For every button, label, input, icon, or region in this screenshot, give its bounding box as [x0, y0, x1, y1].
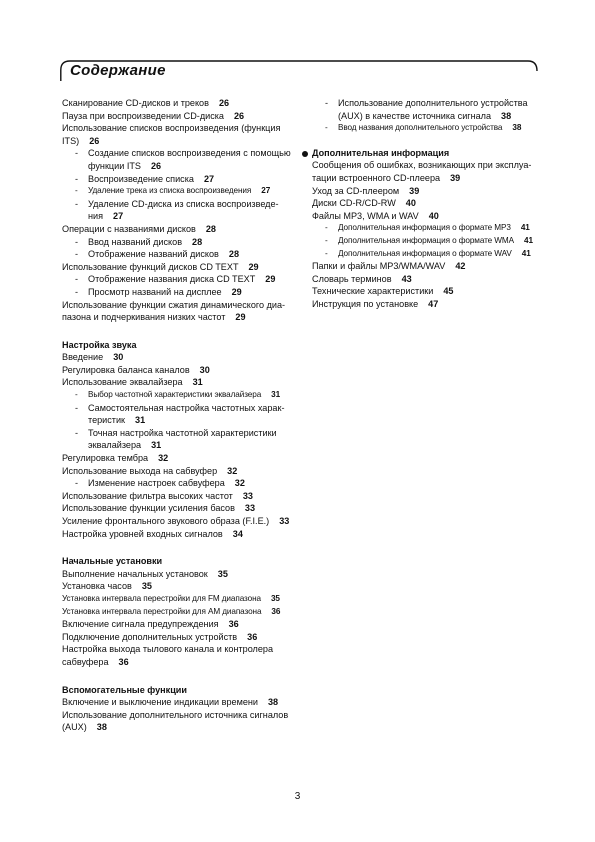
page-ref: 47	[428, 298, 439, 309]
toc-subentry[interactable]	[62, 236, 294, 249]
entry-text: Введение	[62, 352, 104, 363]
entry-text: Просмотр названий на дисплее	[88, 286, 222, 297]
entry-text: Регулировка баланса каналов	[62, 364, 190, 375]
toc-entry[interactable]	[62, 606, 294, 619]
section-title: Начальные установки	[62, 556, 163, 567]
entry-text: Дополнительная информация о формате MP3	[338, 223, 511, 233]
entry-text: Самостоятельная настройка частотных характеристик	[88, 402, 285, 426]
page-ref: 33	[244, 503, 256, 514]
entry-text: Установка часов	[62, 581, 132, 592]
entry-text: Инструкция по установке	[312, 298, 419, 309]
page-ref: 27	[113, 211, 124, 222]
entry-text: Использование функций дисков CD TEXT	[62, 261, 239, 272]
page-ref: 32	[227, 465, 238, 476]
toc-entry[interactable]	[62, 376, 294, 389]
dash-icon: -	[75, 286, 79, 297]
entry-text: Использование фильтра высоких частот	[62, 490, 233, 501]
entry-text: Включение и выключение индикации времени	[62, 697, 258, 708]
page-ref: 35	[217, 568, 228, 579]
page-ref: 33	[242, 490, 253, 501]
toc-subentry[interactable]	[312, 222, 544, 235]
page-ref: 41	[521, 248, 531, 258]
toc-subentry[interactable]	[62, 286, 294, 299]
page-ref: 27	[261, 186, 271, 196]
toc-entry[interactable]	[62, 631, 294, 644]
toc-subentry[interactable]	[312, 235, 544, 248]
entry-text: Папки и файлы MP3/WMA/WAV	[312, 261, 446, 272]
page-ref: 39	[450, 172, 461, 183]
toc-subentry[interactable]	[312, 122, 544, 135]
dash-icon: -	[75, 236, 79, 247]
toc-entry[interactable]	[62, 261, 294, 274]
page-number: 3	[294, 791, 301, 802]
toc-entry[interactable]	[62, 351, 294, 364]
toc-left-column	[62, 97, 294, 734]
page-ref: 28	[205, 223, 216, 234]
page-ref: 29	[231, 286, 242, 297]
page-ref: 33	[279, 516, 290, 526]
toc-subentry[interactable]	[62, 402, 294, 427]
page-ref: 30	[199, 364, 210, 375]
toc-subentry[interactable]	[62, 198, 294, 223]
bullet-icon	[302, 151, 308, 157]
toc-entry[interactable]	[312, 273, 544, 286]
entry-text: Ввод названий дисков	[88, 236, 183, 247]
entry-text: Включение сигнала предупреждения	[62, 619, 219, 630]
toc-entry[interactable]	[312, 159, 544, 184]
toc-entry[interactable]	[62, 490, 294, 503]
dash-icon: -	[75, 148, 79, 159]
toc-entry[interactable]	[62, 528, 294, 541]
entry-text: Отображение названия диска CD TEXT	[88, 274, 256, 285]
toc-entry[interactable]	[62, 515, 294, 528]
toc-subentry[interactable]	[62, 273, 294, 286]
section-title	[312, 147, 544, 160]
entry-text: Использование функции усиления басов	[62, 503, 235, 514]
page-ref: 29	[248, 261, 259, 272]
entry-text: Установка интервала перестройки для AM диапазона	[62, 606, 262, 616]
toc-subentry[interactable]	[62, 427, 294, 452]
toc-entry[interactable]	[62, 696, 294, 709]
dash-icon: -	[75, 390, 78, 400]
toc-subentry[interactable]	[62, 389, 294, 402]
dash-icon: -	[325, 223, 328, 233]
entry-text: Точная настройка частотной характеристики эквалайзера	[88, 427, 277, 451]
dash-icon: -	[75, 198, 79, 209]
toc-subentry[interactable]	[312, 97, 544, 122]
entry-text: Диски CD-R/CD-RW	[312, 198, 396, 209]
entry-text: Изменение настроек сабвуфера	[88, 478, 225, 489]
page-ref: 31	[135, 415, 146, 426]
dash-icon: -	[75, 274, 79, 285]
page-ref: 42	[455, 261, 466, 272]
toc-entry[interactable]	[62, 568, 294, 581]
page-ref: 39	[409, 185, 420, 196]
page-ref: 36	[228, 619, 239, 630]
page-ref: 36	[247, 631, 258, 642]
section-header	[60, 60, 538, 82]
entry-text: Использование выхода на сабвуфер	[62, 465, 218, 476]
entry-text: Технические характеристики	[312, 286, 434, 297]
page-ref: 34	[232, 528, 243, 539]
page-ref: 43	[401, 273, 412, 284]
entry-text: Операции с названиями дисков	[62, 223, 196, 234]
entry-text: Файлы MP3, WMA и WAV	[312, 210, 419, 221]
page-ref: 26	[234, 110, 245, 121]
entry-text: Создание списков воспроизведения с помощью функции ITS	[88, 148, 291, 171]
toc-entry[interactable]	[62, 618, 294, 631]
page-ref: 41	[524, 235, 533, 245]
toc-entry[interactable]	[312, 185, 544, 198]
dash-icon: -	[75, 402, 79, 413]
entry-text: Ввод названия дополнительного устройства	[338, 123, 503, 133]
page-ref: 32	[234, 478, 245, 489]
toc-subentry[interactable]	[62, 173, 294, 186]
entry-text: Удаление трека из списка воспроизведения	[88, 186, 252, 196]
dash-icon: -	[75, 186, 78, 196]
page-ref: 38	[501, 110, 512, 121]
entry-text: Выбор частотной характеристики эквалайзера	[88, 390, 262, 400]
page-ref: 31	[151, 440, 162, 451]
toc-entry[interactable]	[62, 97, 294, 110]
dash-icon: -	[325, 248, 328, 258]
entry-text: Настройка выхода тылового канала и контролера сабвуфера	[62, 644, 274, 667]
dash-icon: -	[75, 478, 79, 489]
dash-icon: -	[325, 98, 329, 108]
entry-text: Дополнительная информация о формате WAV	[338, 248, 512, 258]
page-ref: 26	[89, 135, 100, 146]
page-ref: 40	[405, 198, 416, 209]
page-ref: 38	[96, 722, 107, 733]
toc-entry[interactable]	[62, 465, 294, 478]
toc-entry[interactable]	[62, 452, 294, 465]
page-ref: 35	[270, 593, 280, 603]
toc-right-column	[312, 97, 544, 311]
page-ref: 28	[228, 249, 240, 260]
toc-entry[interactable]	[62, 709, 294, 734]
toc-entry[interactable]	[312, 285, 544, 298]
toc-entry[interactable]	[312, 210, 544, 223]
toc-subentry[interactable]	[312, 248, 544, 261]
entry-text: Использование функции сжатия динамического диапазона и подчеркивания низких частот	[62, 299, 286, 323]
entry-text: Настройка уровней входных сигналов	[62, 528, 223, 539]
dash-icon: -	[325, 235, 328, 245]
entry-text: Выполнение начальных установок	[62, 568, 208, 579]
entry-text: Отображение названий дисков	[88, 249, 219, 260]
toc-entry[interactable]	[62, 502, 294, 515]
entry-text: Воспроизведение списка	[88, 173, 194, 184]
page-ref: 27	[203, 173, 215, 184]
toc-entry[interactable]	[312, 298, 544, 311]
toc-entry[interactable]	[62, 223, 294, 236]
page-title: Содержание	[70, 62, 166, 79]
page-ref: 35	[141, 581, 152, 592]
page-ref: 29	[265, 274, 276, 285]
toc-subentry[interactable]	[62, 147, 294, 172]
toc-entry[interactable]	[62, 593, 294, 606]
entry-text: Сканирование CD-дисков и треков	[62, 98, 209, 108]
toc-entry[interactable]	[62, 364, 294, 377]
toc-entry[interactable]	[62, 122, 294, 147]
toc-entry[interactable]	[62, 580, 294, 593]
entry-text: Регулировка тембра	[62, 453, 149, 464]
page-ref: 36	[118, 656, 129, 667]
page-ref: 36	[271, 606, 281, 616]
spacer	[312, 135, 544, 147]
entry-text: Подключение дополнительных устройств	[62, 631, 238, 642]
dash-icon: -	[325, 123, 328, 133]
toc-entry[interactable]	[312, 260, 544, 273]
toc-subentry[interactable]	[62, 185, 294, 198]
toc-entry[interactable]	[62, 299, 294, 324]
entry-text: Использование эквалайзера	[62, 377, 183, 388]
dash-icon: -	[75, 173, 79, 184]
page-ref: 28	[192, 236, 203, 247]
section-title-text: Дополнительная информация	[312, 147, 450, 158]
toc-subentry[interactable]	[62, 248, 294, 261]
dash-icon: -	[75, 427, 79, 438]
page-ref: 30	[113, 352, 124, 363]
entry-text: Использование дополнительного источника сигналов (AUX)	[62, 709, 289, 733]
page-ref: 26	[150, 160, 162, 171]
page-ref: 32	[158, 453, 169, 464]
entry-text: Использование списков воспроизведения (функция ITS)	[62, 123, 281, 146]
page-ref: 38	[512, 123, 522, 133]
entry-text: Использование дополнительного устройства (AUX) в качестве источника сигнала	[338, 98, 528, 121]
page-ref: 38	[268, 697, 279, 708]
page-ref: 26	[218, 98, 230, 108]
page-ref: 31	[192, 377, 203, 388]
entry-text: Удаление CD-диска из списка воспроизведения	[88, 198, 279, 222]
page-ref: 40	[428, 210, 439, 221]
entry-text: Словарь терминов	[312, 273, 392, 284]
page-ref: 45	[443, 286, 454, 297]
page-ref: 29	[235, 312, 246, 323]
section-title: Настройка звука	[62, 339, 137, 350]
toc-subentry[interactable]	[62, 477, 294, 490]
toc-entry[interactable]	[62, 643, 294, 668]
section-title: Вспомогательные функции	[62, 684, 187, 695]
entry-text: Дополнительная информация о формате WMA	[338, 235, 514, 245]
toc-entry[interactable]	[312, 197, 544, 210]
entry-text: Сообщения об ошибках, возникающих при эксплуатации встроенного CD-плеера	[312, 160, 532, 183]
page-ref: 41	[520, 223, 530, 233]
page-ref: 31	[271, 390, 281, 400]
entry-text: Пауза при воспроизведении CD-диска	[62, 110, 224, 121]
dash-icon: -	[75, 249, 79, 260]
entry-text: Уход за CD-плеером	[312, 185, 400, 196]
entry-text: Усиление фронтального звукового образа (F.I.E.)	[62, 516, 270, 526]
entry-text: Установка интервала перестройки для FM диапазона	[62, 593, 261, 603]
toc-entry[interactable]	[62, 110, 294, 123]
